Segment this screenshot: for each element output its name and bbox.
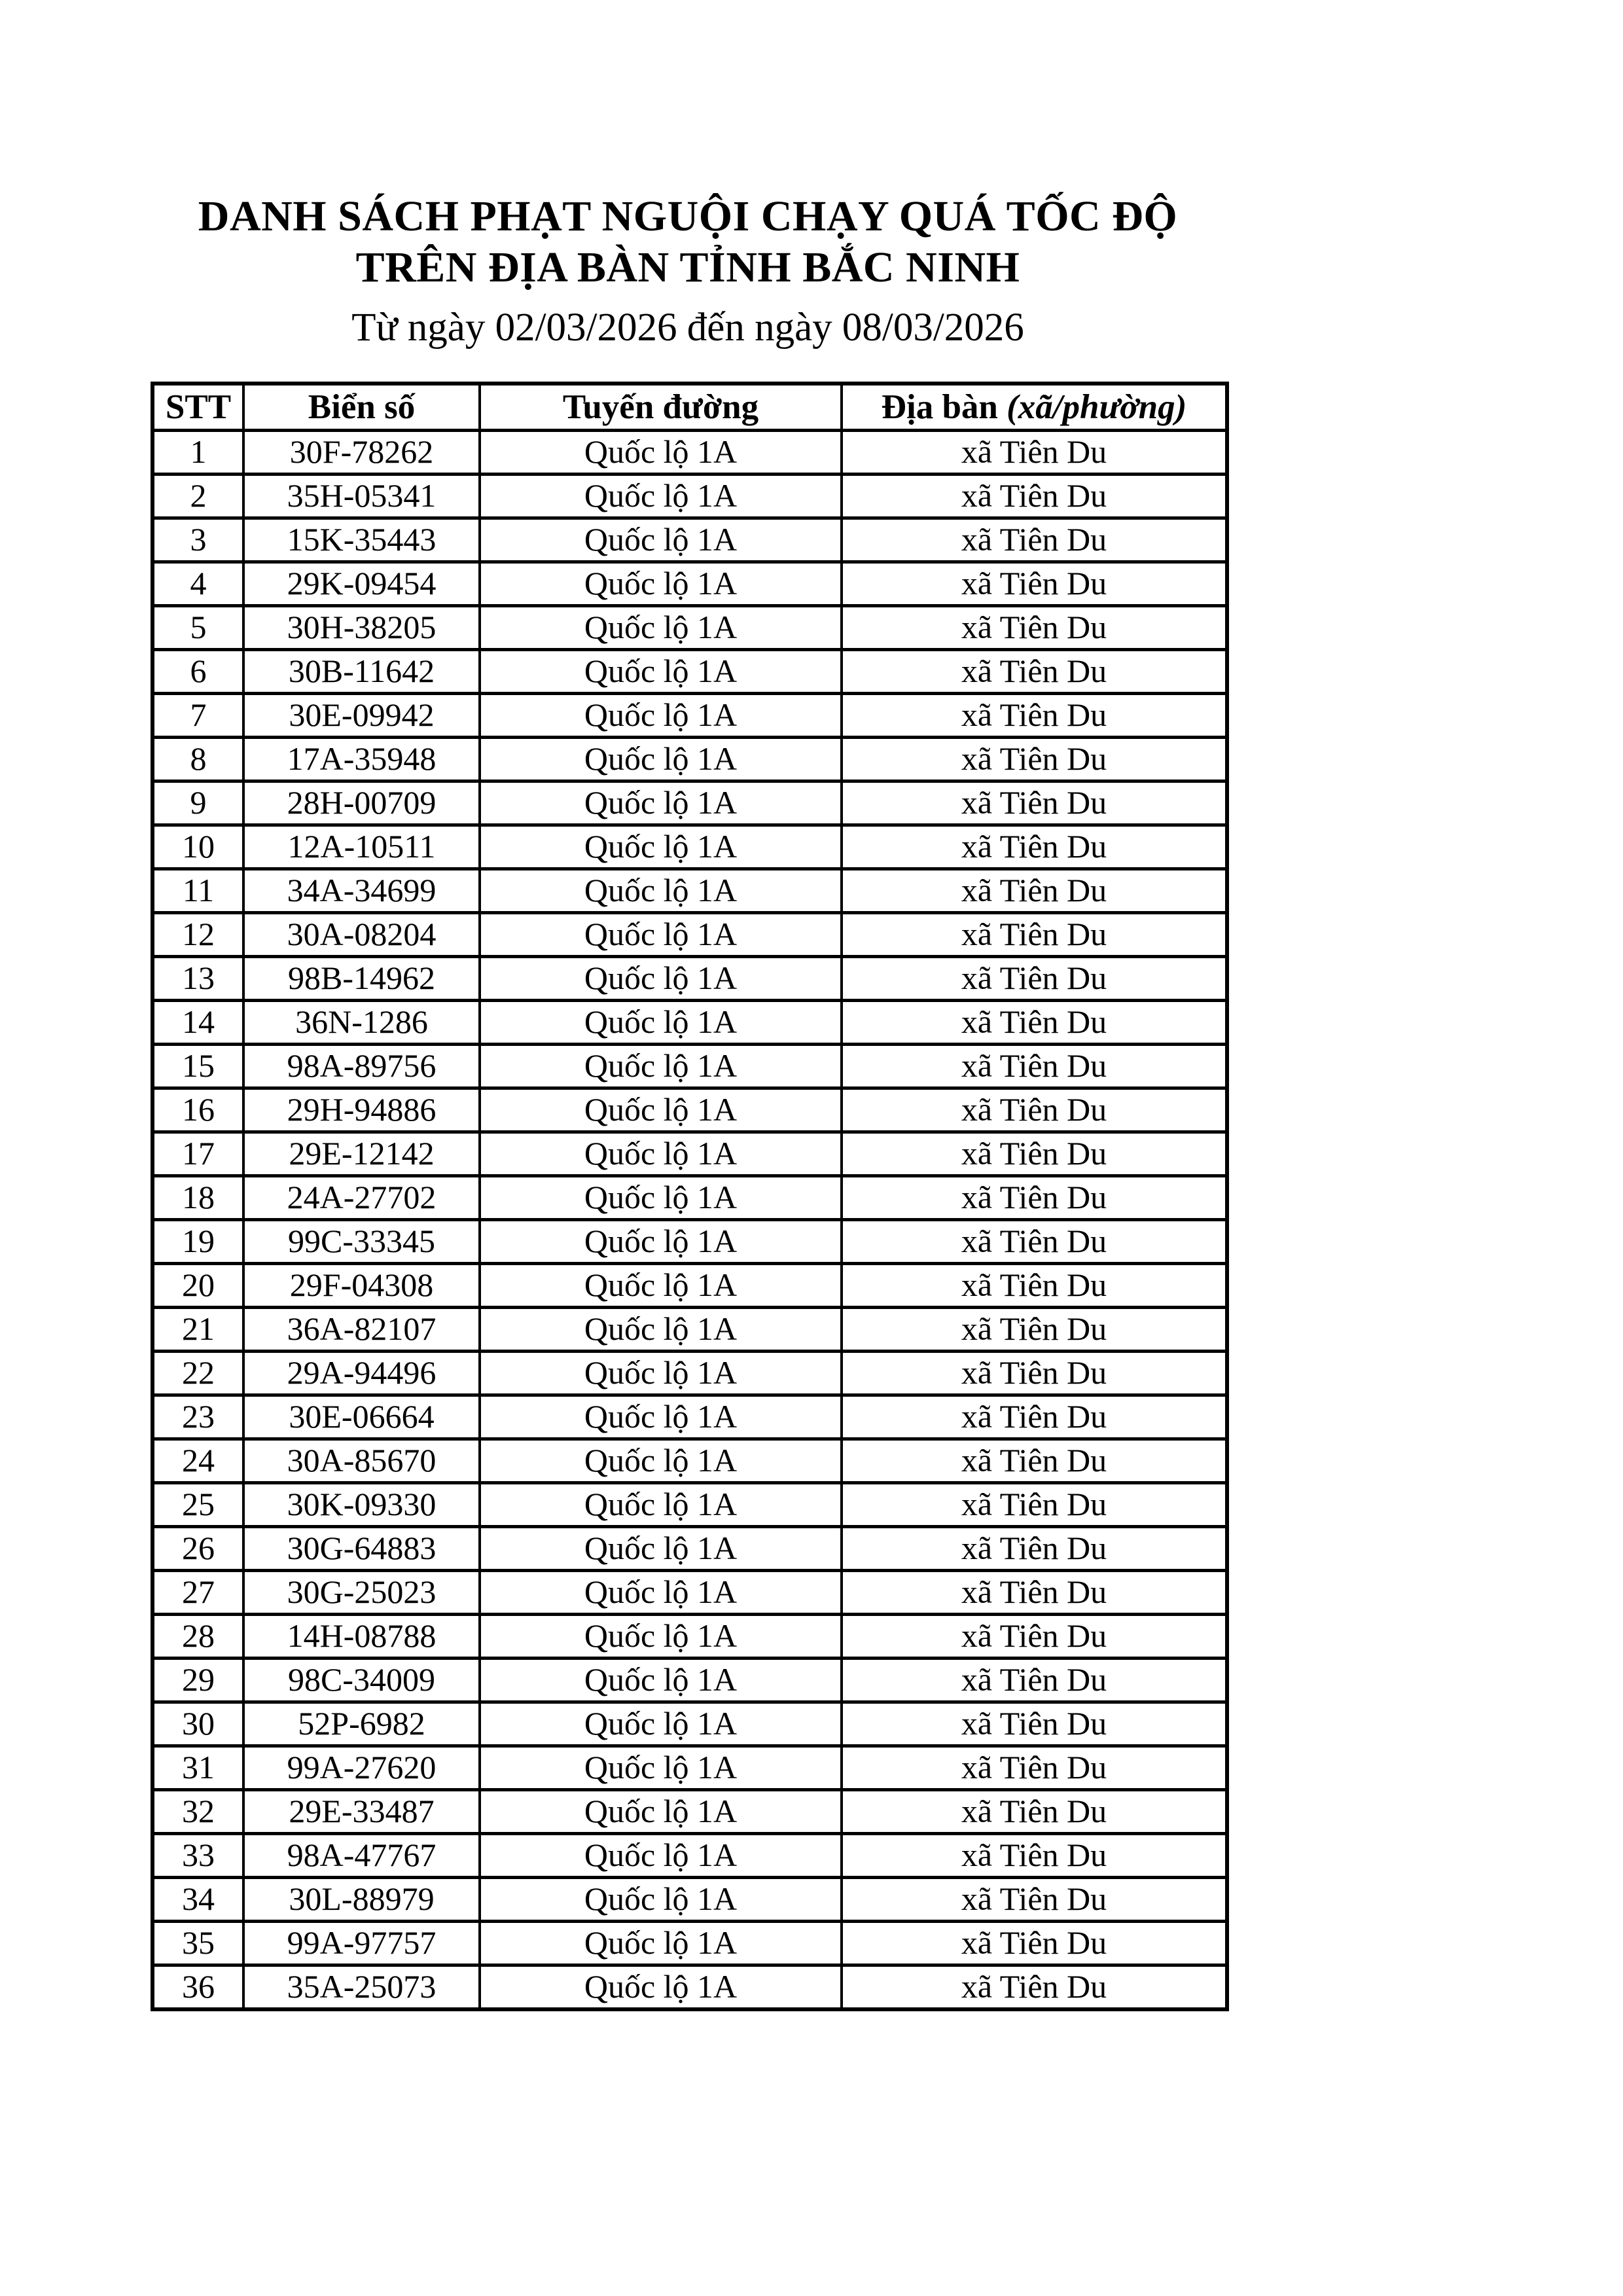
table-row (152, 1219, 1227, 1263)
cell-route: Quốc lộ 1A (480, 605, 842, 649)
cell-area: xã Tiên Du (842, 1219, 1227, 1263)
cell-stt: 13 (152, 956, 243, 1000)
cell-stt: 28 (152, 1614, 243, 1658)
cell-area: xã Tiên Du (842, 912, 1227, 956)
table-header-row (152, 384, 1227, 431)
cell-stt: 1 (152, 430, 243, 474)
cell-plate: 29H-94886 (243, 1088, 480, 1132)
cell-plate: 30E-06664 (243, 1395, 480, 1439)
cell-plate: 17A-35948 (243, 737, 480, 781)
cell-area: xã Tiên Du (842, 1088, 1227, 1132)
cell-area: xã Tiên Du (842, 956, 1227, 1000)
cell-area: xã Tiên Du (842, 737, 1227, 781)
cell-stt: 35 (152, 1921, 243, 1965)
cell-plate: 99A-97757 (243, 1921, 480, 1965)
cell-area: xã Tiên Du (842, 1921, 1227, 1965)
cell-route: Quốc lộ 1A (480, 825, 842, 869)
cell-route: Quốc lộ 1A (480, 649, 842, 693)
table-row (152, 1088, 1227, 1132)
table-row (152, 1175, 1227, 1219)
cell-stt: 4 (152, 562, 243, 605)
column-header-area (842, 384, 1227, 431)
table-row (152, 1351, 1227, 1395)
document-content (151, 191, 1225, 2011)
cell-plate: 30G-64883 (243, 1526, 480, 1570)
column-header-route: Tuyến đường (480, 384, 842, 431)
cell-stt: 29 (152, 1658, 243, 1702)
cell-stt: 8 (152, 737, 243, 781)
cell-route: Quốc lộ 1A (480, 474, 842, 518)
cell-area: xã Tiên Du (842, 1439, 1227, 1482)
cell-stt: 31 (152, 1746, 243, 1789)
cell-area: xã Tiên Du (842, 518, 1227, 562)
cell-route: Quốc lộ 1A (480, 1658, 842, 1702)
table-row (152, 562, 1227, 605)
cell-plate: 30G-25023 (243, 1570, 480, 1614)
cell-stt: 9 (152, 781, 243, 825)
cell-route: Quốc lộ 1A (480, 1351, 842, 1395)
cell-stt: 25 (152, 1482, 243, 1526)
cell-plate: 29E-33487 (243, 1789, 480, 1833)
cell-route: Quốc lộ 1A (480, 1746, 842, 1789)
cell-area: xã Tiên Du (842, 1263, 1227, 1307)
cell-plate: 30E-09942 (243, 693, 480, 737)
table-row (152, 605, 1227, 649)
table-row (152, 1482, 1227, 1526)
cell-route: Quốc lộ 1A (480, 1921, 842, 1965)
cell-route: Quốc lộ 1A (480, 781, 842, 825)
cell-stt: 6 (152, 649, 243, 693)
cell-plate: 52P-6982 (243, 1702, 480, 1746)
cell-plate: 30H-38205 (243, 605, 480, 649)
table-row (152, 430, 1227, 474)
cell-stt: 22 (152, 1351, 243, 1395)
cell-area: xã Tiên Du (842, 781, 1227, 825)
table-row (152, 1789, 1227, 1833)
cell-stt: 16 (152, 1088, 243, 1132)
cell-stt: 19 (152, 1219, 243, 1263)
cell-plate: 30F-78262 (243, 430, 480, 474)
cell-plate: 29K-09454 (243, 562, 480, 605)
cell-stt: 33 (152, 1833, 243, 1877)
cell-route: Quốc lộ 1A (480, 1789, 842, 1833)
column-header-stt: STT (152, 384, 243, 431)
table-row (152, 474, 1227, 518)
cell-stt: 26 (152, 1526, 243, 1570)
cell-plate: 29E-12142 (243, 1132, 480, 1175)
cell-stt: 21 (152, 1307, 243, 1351)
table-row (152, 1658, 1227, 1702)
cell-area: xã Tiên Du (842, 430, 1227, 474)
cell-plate: 36N-1286 (243, 1000, 480, 1044)
cell-area: xã Tiên Du (842, 1395, 1227, 1439)
table-row (152, 1746, 1227, 1789)
cell-stt: 34 (152, 1877, 243, 1921)
cell-route: Quốc lộ 1A (480, 1175, 842, 1219)
cell-area: xã Tiên Du (842, 1965, 1227, 2009)
table-row (152, 1614, 1227, 1658)
cell-route: Quốc lộ 1A (480, 1702, 842, 1746)
cell-area: xã Tiên Du (842, 649, 1227, 693)
table-row (152, 737, 1227, 781)
cell-route: Quốc lộ 1A (480, 430, 842, 474)
cell-route: Quốc lộ 1A (480, 737, 842, 781)
cell-route: Quốc lộ 1A (480, 1263, 842, 1307)
cell-area: xã Tiên Du (842, 1789, 1227, 1833)
cell-area: xã Tiên Du (842, 1526, 1227, 1570)
cell-area: xã Tiên Du (842, 825, 1227, 869)
cell-area: xã Tiên Du (842, 1833, 1227, 1877)
cell-area: xã Tiên Du (842, 1482, 1227, 1526)
column-header-area-note: (xã/phường) (1007, 387, 1187, 426)
cell-route: Quốc lộ 1A (480, 1395, 842, 1439)
cell-route: Quốc lộ 1A (480, 1833, 842, 1877)
cell-route: Quốc lộ 1A (480, 912, 842, 956)
cell-area: xã Tiên Du (842, 693, 1227, 737)
cell-area: xã Tiên Du (842, 1000, 1227, 1044)
cell-stt: 30 (152, 1702, 243, 1746)
table-row (152, 649, 1227, 693)
table-row (152, 1439, 1227, 1482)
table-body (152, 430, 1227, 2009)
cell-stt: 17 (152, 1132, 243, 1175)
table-row (152, 1000, 1227, 1044)
cell-route: Quốc lộ 1A (480, 1614, 842, 1658)
cell-route: Quốc lộ 1A (480, 1000, 842, 1044)
table-row (152, 1395, 1227, 1439)
table-row (152, 1965, 1227, 2009)
table-row (152, 1877, 1227, 1921)
cell-plate: 15K-35443 (243, 518, 480, 562)
cell-stt: 3 (152, 518, 243, 562)
table-row (152, 518, 1227, 562)
cell-stt: 10 (152, 825, 243, 869)
cell-route: Quốc lộ 1A (480, 1219, 842, 1263)
cell-stt: 15 (152, 1044, 243, 1088)
cell-stt: 14 (152, 1000, 243, 1044)
table-row (152, 1263, 1227, 1307)
cell-plate: 99A-27620 (243, 1746, 480, 1789)
document-title-line-1: DANH SÁCH PHẠT NGUỘI CHẠY QUÁ TỐC ĐỘ (198, 192, 1178, 240)
cell-area: xã Tiên Du (842, 562, 1227, 605)
cell-plate: 24A-27702 (243, 1175, 480, 1219)
cell-area: xã Tiên Du (842, 869, 1227, 912)
cell-plate: 34A-34699 (243, 869, 480, 912)
table-row (152, 1570, 1227, 1614)
cell-plate: 30L-88979 (243, 1877, 480, 1921)
cell-plate: 30B-11642 (243, 649, 480, 693)
cell-plate: 29F-04308 (243, 1263, 480, 1307)
cell-plate: 30K-09330 (243, 1482, 480, 1526)
table-row (152, 1921, 1227, 1965)
table-row (152, 1307, 1227, 1351)
cell-route: Quốc lộ 1A (480, 1044, 842, 1088)
table-row (152, 1132, 1227, 1175)
cell-area: xã Tiên Du (842, 1746, 1227, 1789)
cell-stt: 2 (152, 474, 243, 518)
cell-area: xã Tiên Du (842, 1351, 1227, 1395)
cell-route: Quốc lộ 1A (480, 693, 842, 737)
table-row (152, 912, 1227, 956)
cell-plate: 29A-94496 (243, 1351, 480, 1395)
cell-plate: 98B-14962 (243, 956, 480, 1000)
table-row (152, 956, 1227, 1000)
cell-stt: 36 (152, 1965, 243, 2009)
table-row (152, 1833, 1227, 1877)
cell-area: xã Tiên Du (842, 1877, 1227, 1921)
cell-plate: 35H-05341 (243, 474, 480, 518)
cell-plate: 30A-08204 (243, 912, 480, 956)
document-title-line-2: TRÊN ĐỊA BÀN TỈNH BẮC NINH (355, 243, 1020, 291)
cell-plate: 14H-08788 (243, 1614, 480, 1658)
table-row (152, 869, 1227, 912)
cell-area: xã Tiên Du (842, 1614, 1227, 1658)
cell-plate: 99C-33345 (243, 1219, 480, 1263)
cell-stt: 7 (152, 693, 243, 737)
cell-area: xã Tiên Du (842, 1702, 1227, 1746)
cell-area: xã Tiên Du (842, 1175, 1227, 1219)
table-row (152, 1702, 1227, 1746)
cell-area: xã Tiên Du (842, 605, 1227, 649)
cell-route: Quốc lộ 1A (480, 1877, 842, 1921)
date-range: Từ ngày 02/03/2026 đến ngày 08/03/2026 (351, 305, 1024, 350)
cell-route: Quốc lộ 1A (480, 1482, 842, 1526)
cell-area: xã Tiên Du (842, 1307, 1227, 1351)
cell-route: Quốc lộ 1A (480, 869, 842, 912)
violations-table (151, 382, 1229, 2011)
cell-stt: 32 (152, 1789, 243, 1833)
table-row (152, 1044, 1227, 1088)
table-row (152, 1526, 1227, 1570)
table-row (152, 825, 1227, 869)
cell-route: Quốc lộ 1A (480, 1965, 842, 2009)
cell-plate: 98A-47767 (243, 1833, 480, 1877)
cell-plate: 28H-00709 (243, 781, 480, 825)
cell-area: xã Tiên Du (842, 1658, 1227, 1702)
cell-area: xã Tiên Du (842, 1044, 1227, 1088)
document-header (151, 191, 1225, 351)
cell-stt: 23 (152, 1395, 243, 1439)
cell-route: Quốc lộ 1A (480, 562, 842, 605)
cell-plate: 98A-89756 (243, 1044, 480, 1088)
cell-route: Quốc lộ 1A (480, 1570, 842, 1614)
cell-plate: 98C-34009 (243, 1658, 480, 1702)
cell-route: Quốc lộ 1A (480, 1439, 842, 1482)
cell-route: Quốc lộ 1A (480, 518, 842, 562)
cell-route: Quốc lộ 1A (480, 1132, 842, 1175)
cell-stt: 27 (152, 1570, 243, 1614)
cell-plate: 30A-85670 (243, 1439, 480, 1482)
cell-stt: 12 (152, 912, 243, 956)
cell-area: xã Tiên Du (842, 1132, 1227, 1175)
column-header-plate: Biển số (243, 384, 480, 431)
cell-route: Quốc lộ 1A (480, 1307, 842, 1351)
cell-route: Quốc lộ 1A (480, 1088, 842, 1132)
cell-route: Quốc lộ 1A (480, 956, 842, 1000)
table-row (152, 693, 1227, 737)
table-row (152, 781, 1227, 825)
column-header-area-label: Địa bàn (881, 387, 998, 426)
cell-stt: 20 (152, 1263, 243, 1307)
cell-stt: 24 (152, 1439, 243, 1482)
cell-area: xã Tiên Du (842, 1570, 1227, 1614)
cell-plate: 36A-82107 (243, 1307, 480, 1351)
cell-stt: 5 (152, 605, 243, 649)
cell-stt: 18 (152, 1175, 243, 1219)
cell-plate: 12A-10511 (243, 825, 480, 869)
cell-stt: 11 (152, 869, 243, 912)
cell-route: Quốc lộ 1A (480, 1526, 842, 1570)
cell-area: xã Tiên Du (842, 474, 1227, 518)
cell-plate: 35A-25073 (243, 1965, 480, 2009)
